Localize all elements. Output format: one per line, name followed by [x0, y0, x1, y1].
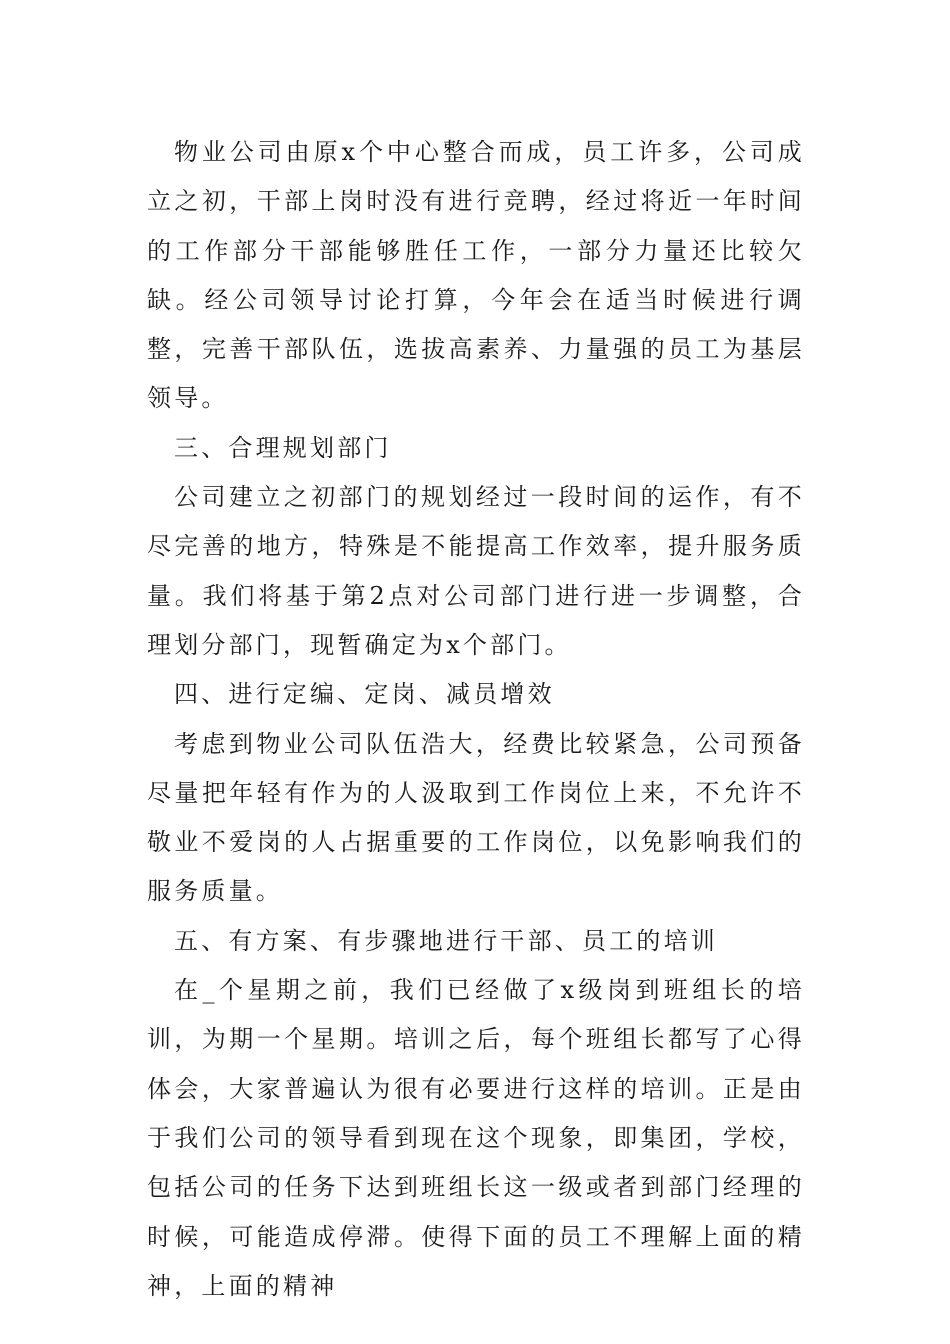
paragraph-staffing: 考虑到物业公司队伍浩大，经费比较紧急，公司预备尽量把年轻有作为的人汲取到工作岗位上来，不允许不敬业不爱岗的人占据重要的工作岗位，以免影响我们的服务质量。 — [147, 729, 805, 906]
paragraph-department-planning: 公司建立之初部门的规划经过一段时间的运作，有不尽完善的地方，特殊是不能提高工作效率，提升服务质量。我们将基于第2点对公司部门进行进一步调整，合理划分部门，现暂确定为x个部门。 — [147, 483, 805, 659]
paragraph-cadre-adjustment: 物业公司由原x个中心整合而成，员工许多，公司成立之初，干部上岗时没有进行竞聘，经过将近一年时间的工作部分干部能够胜任工作，一部分力量还比较欠缺。经公司领导讨论打算，今年会在适当时候进行调整，完善干部队伍，选拔高素养、力量强的员工为基层领导。 — [147, 138, 805, 413]
heading-section-5: 五、有方案、有步骤地进行干部、员工的培训 — [174, 926, 718, 955]
heading-section-3: 三、合理规划部门 — [174, 433, 392, 462]
document-body — [147, 128, 805, 1311]
paragraph-training: 在_个星期之前，我们已经做了x级岗到班组长的培训，为期一个星期。培训之后，每个班组长都写了心得体会，大家普遍认为很有必要进行这样的培训。正是由于我们公司的领导看到现在这个现象，即集团，学校，包括公司的任务下达到班组长这一级或者到部门经理的时候，可能造成停滞。使得下面的员工不理解上面的精神，上面的精神 — [147, 976, 805, 1300]
heading-section-4: 四、进行定编、定岗、减员增效 — [174, 680, 555, 709]
